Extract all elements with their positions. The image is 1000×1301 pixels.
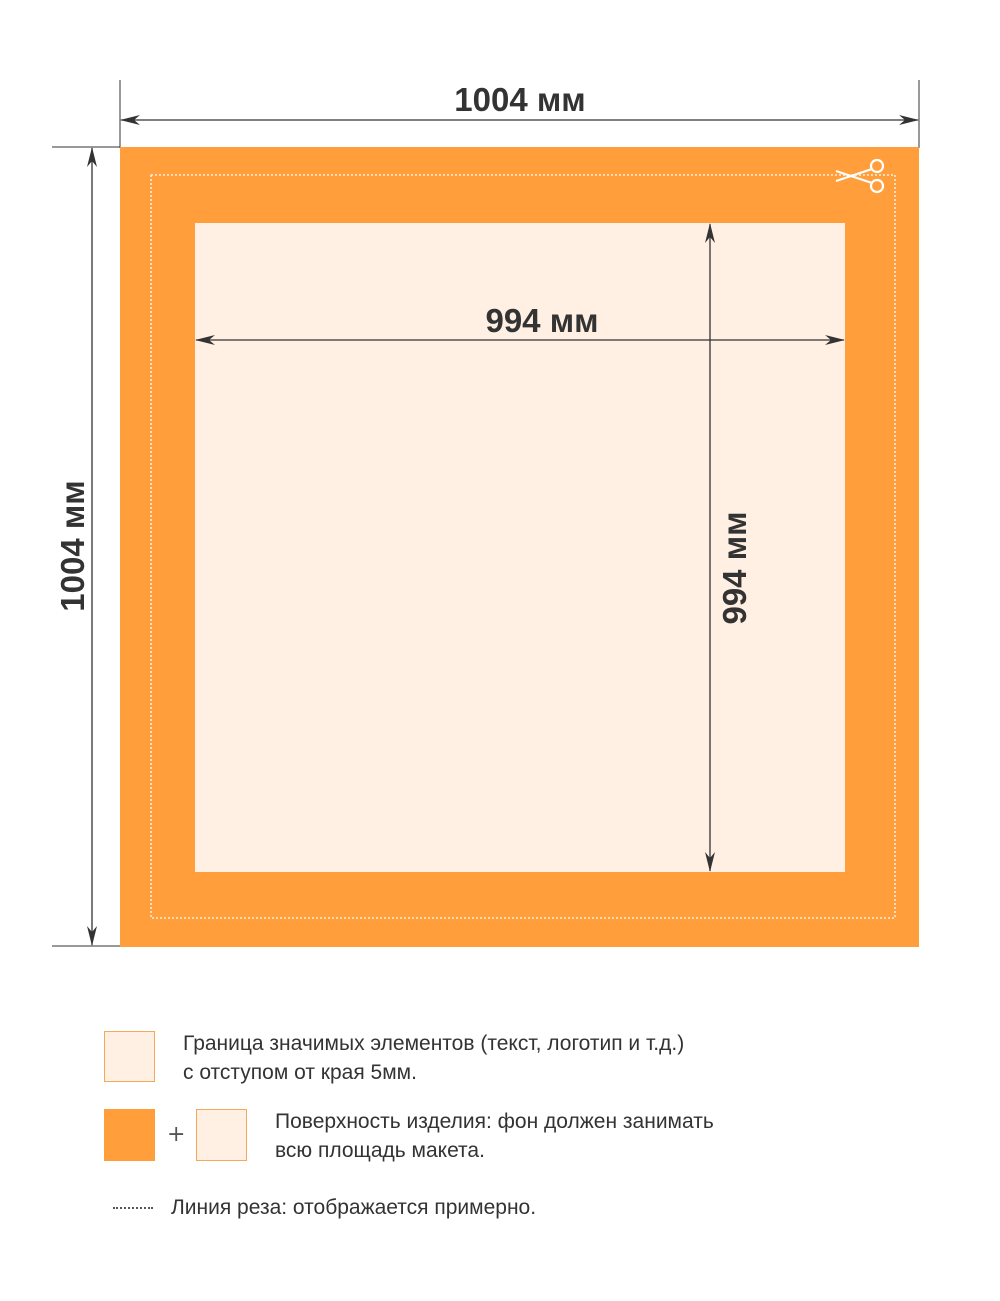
legend-safe-zone-text-line1: Граница значимых элементов (текст, логотип и т.д.) [183, 1032, 685, 1055]
legend-surface-text-line1: Поверхность изделия: фон должен занимать [275, 1110, 714, 1133]
outer-height-label: 1004 мм [54, 480, 91, 612]
legend-surface-text-line2: всю площадь макета. [275, 1139, 485, 1162]
legend-plus-sign: + [167, 1122, 186, 1147]
legend-safe-zone-swatch [104, 1031, 155, 1082]
inner-height-label: 994 мм [716, 511, 753, 625]
outer-width-label: 1004 мм [454, 81, 586, 118]
legend-surface-swatch-orange [104, 1109, 155, 1161]
inner-width-label: 994 мм [485, 302, 599, 339]
legend-cut-line-sample [113, 1207, 153, 1209]
legend-safe-zone-text-line2: с отступом от края 5мм. [183, 1061, 417, 1084]
legend-cut-line-text: Линия реза: отображается примерно. [171, 1196, 537, 1219]
legend-surface-swatch-light [196, 1109, 247, 1161]
